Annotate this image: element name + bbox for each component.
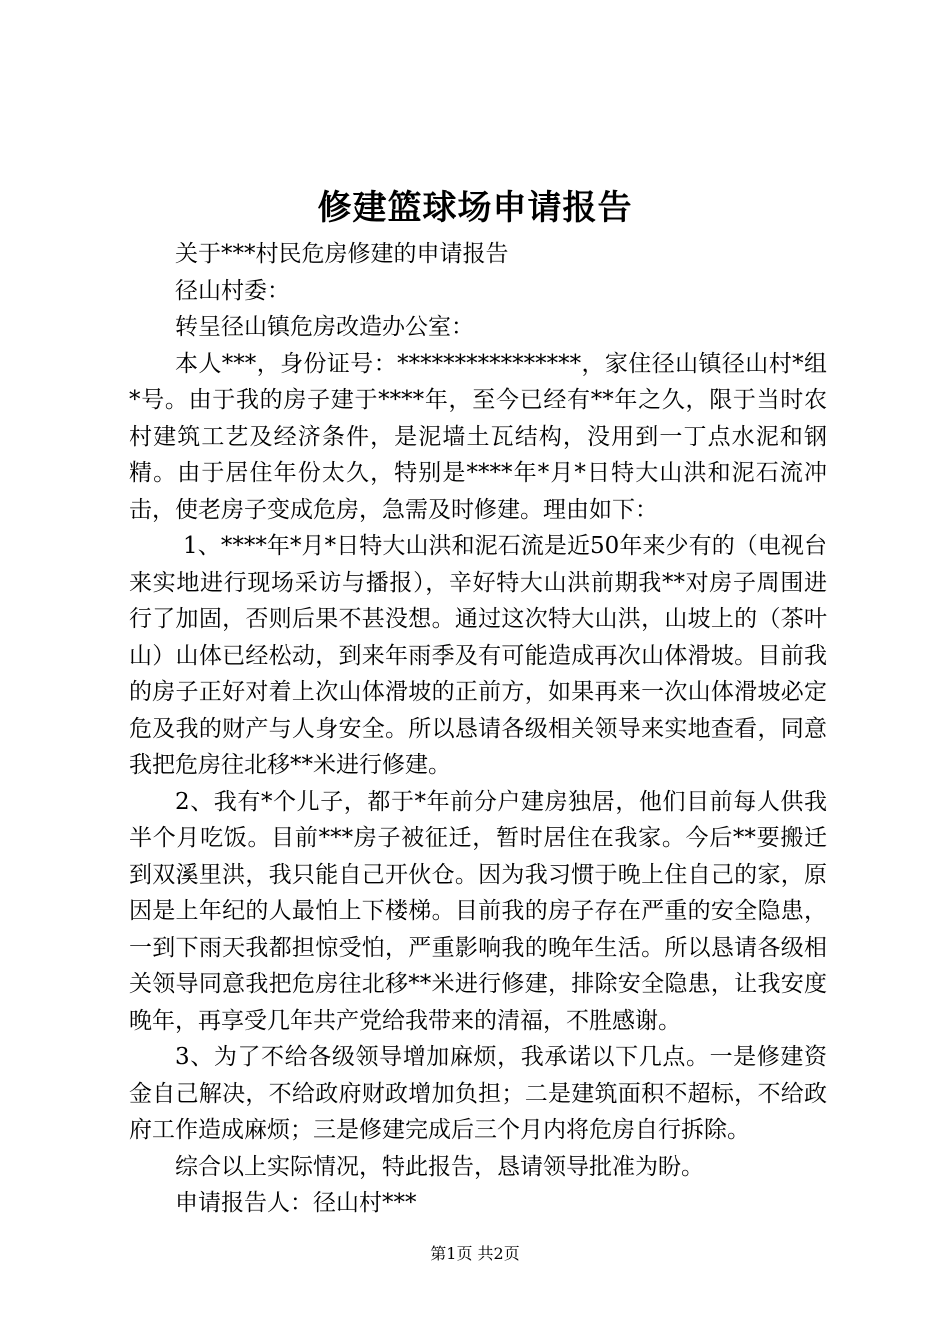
- reason-paragraph-1: 1、****年*月*日特大山洪和泥石流是近50年来少有的（电视台来实地进行现场采访与播报），辛好特大山洪前期我**对房子周围进行了加固，否则后果不甚没想。通过这次特大山洪，山坡上的（茶叶山）山体已经松动，到来年雨季及有可能造成再次山体滑坡。目前我的房子正好对着上次山体滑坡的正前方，如果再来一次山体滑坡必定危及我的财产与人身安全。所以恳请各级相关领导来实地查看，同意我把危房往北移**米进行修建。: [129, 533, 827, 778]
- reason-paragraph-3: 3、为了不给各级领导增加麻烦，我承诺以下几点。一是修建资金自己解决，不给政府财政增加负担；二是建筑面积不超标，不给政府工作造成麻烦；三是修建完成后三个月内将危房自行拆除。: [129, 1044, 827, 1143]
- page-number-footer: 第1页 共2页: [430, 1244, 520, 1263]
- forward-recipient-line: 转呈径山镇危房改造办公室：: [175, 314, 474, 340]
- intro-paragraph: 本人***，身份证号：****************，家住径山镇径山村*组*号。由于我的房子建于****年，至今已经有**年之久，限于当时农村建筑工艺及经济条件，是泥墙土瓦结构，没用到一丁点水泥和钢精。由于居住年份太久，特别是****年*月*日特大山洪和泥石流冲击，使老房子变成危房，急需及时修建。理由如下：: [129, 350, 827, 523]
- subject-line: 关于***村民危房修建的申请报告: [175, 241, 509, 267]
- document-body: [129, 236, 827, 1222]
- recipient-line: 径山村委：: [175, 277, 290, 304]
- closing-paragraph: 综合以上实际情况，特此报告，恳请领导批准为盼。: [175, 1153, 704, 1180]
- document-title: 修建篮球场申请报告: [317, 188, 633, 228]
- reason-paragraph-2: 2、我有*个儿子，都于*年前分户建房独居，他们目前每人供我半个月吃饭。目前***房子被征迁，暂时居住在我家。今后**要搬迁到双溪里洪，我只能自己开伙仓。因为我习惯于晚上住自己的家，原因是上年纪的人最怕上下楼梯。目前我的房子存在严重的安全隐患，一到下雨天我都担惊受怕，严重影响我的晚年生活。所以恳请各级相关领导同意我把危房往北移**米进行修建，排除安全隐患，让我安度晚年，再享受几年共产党给我带来的清福，不胜感谢。: [129, 788, 827, 1034]
- applicant-signature-line: 申请报告人：径山村***: [175, 1190, 417, 1216]
